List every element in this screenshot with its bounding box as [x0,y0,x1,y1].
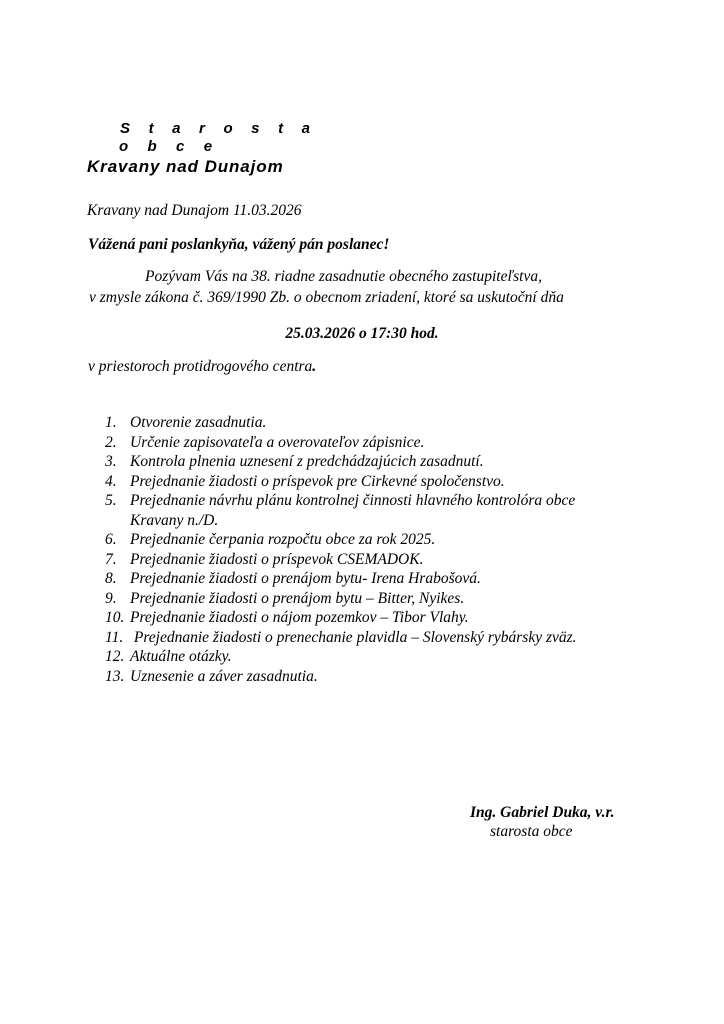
agenda-item-number: 12. [105,648,125,665]
agenda-item [105,608,577,628]
agenda-item [105,491,577,511]
agenda-item-number: 8. [105,570,117,587]
agenda-item-text: Aktuálne otázky. [130,648,232,665]
salutation: Vážená pani poslankyňa, vážený pán poslanec! [88,236,390,253]
agenda-item [105,550,577,570]
agenda-list [105,413,577,686]
meeting-datetime-text: 25.03.2026 o 17:30 hod. [285,325,439,342]
agenda-item-text: Prejednanie žiadosti o prenechanie plavidla – Slovenský rybársky zväz. [130,628,577,646]
agenda-item [105,667,577,687]
agenda-item-number: 1. [105,414,117,431]
agenda-item-number: 11. [105,628,124,646]
agenda-item-text: Kontrola plnenia uznesení z predchádzajúcich zasadnutí. [130,453,484,470]
agenda-item-number: 4. [105,472,117,490]
agenda-item [105,569,577,589]
header-municipality-name: Kravany nad Dunajom [87,157,284,176]
agenda-item-number: 10. [105,609,125,626]
agenda-item-number: 6. [105,531,117,548]
agenda-item [105,433,577,453]
agenda-item-number: 13. [105,667,125,685]
agenda-item [105,628,577,648]
agenda-item-text: Prejednanie žiadosti o príspevok pre Cirkevné spoločenstvo. [130,472,505,490]
agenda-item-text: Prejednanie žiadosti o prenájom bytu – Bitter, Nyikes. [130,589,465,607]
signature-role: starosta obce [490,823,573,840]
agenda-item-number: 7. [105,550,117,568]
agenda-item-number: 2. [105,433,117,451]
place-and-date: Kravany nad Dunajom 11.03.2026 [87,202,302,219]
venue-text: v priestoroch protidrogového centra [88,358,313,375]
header-title-starosta: S t a r o s t a [120,120,318,137]
agenda-item [105,413,577,433]
agenda-item-text: Uznesenie a záver zasadnutia. [130,667,318,685]
header-title-obce: o b c e [119,138,220,155]
invitation-line-1: Pozývam Vás na 38. riadne zasadnutie obecného zastupiteľstva, [145,268,542,285]
agenda-item-text: Otvorenie zasadnutia. [130,414,267,431]
agenda-item [105,530,577,550]
invitation-line-2: v zmysle zákona č. 369/1990 Zb. o obecnom zriadení, ktoré sa uskutoční dňa [89,289,564,306]
agenda-item [105,647,577,667]
signature-name: Ing. Gabriel Duka, v.r. [470,804,615,821]
venue-period: . [312,358,317,375]
agenda-item-text: Prejednanie čerpania rozpočtu obce za rok 2025. [130,531,436,548]
agenda-item-text: Prejednanie žiadosti o nájom pozemkov – Tibor Vlahy. [130,609,469,626]
agenda-item-text: Určenie zapisovateľa a overovateľov zápisnice. [130,433,425,451]
agenda-item-number: 9. [105,589,117,607]
agenda-item [105,452,577,472]
agenda-item-text: Prejednanie návrhu plánu kontrolnej činnosti hlavného kontrolóra obce [130,492,576,509]
agenda-item-number: 3. [105,453,117,470]
meeting-datetime [0,325,724,343]
agenda-item-text: Prejednanie žiadosti o prenájom bytu- Irena Hrabošová. [130,570,481,587]
agenda-item-text: Prejednanie žiadosti o príspevok CSEMADOK. [130,550,424,568]
agenda-item [105,589,577,609]
venue [88,358,316,376]
agenda-item [105,472,577,492]
agenda-item-number: 5. [105,492,117,509]
agenda-item-continuation: Kravany n./D. [130,511,219,529]
